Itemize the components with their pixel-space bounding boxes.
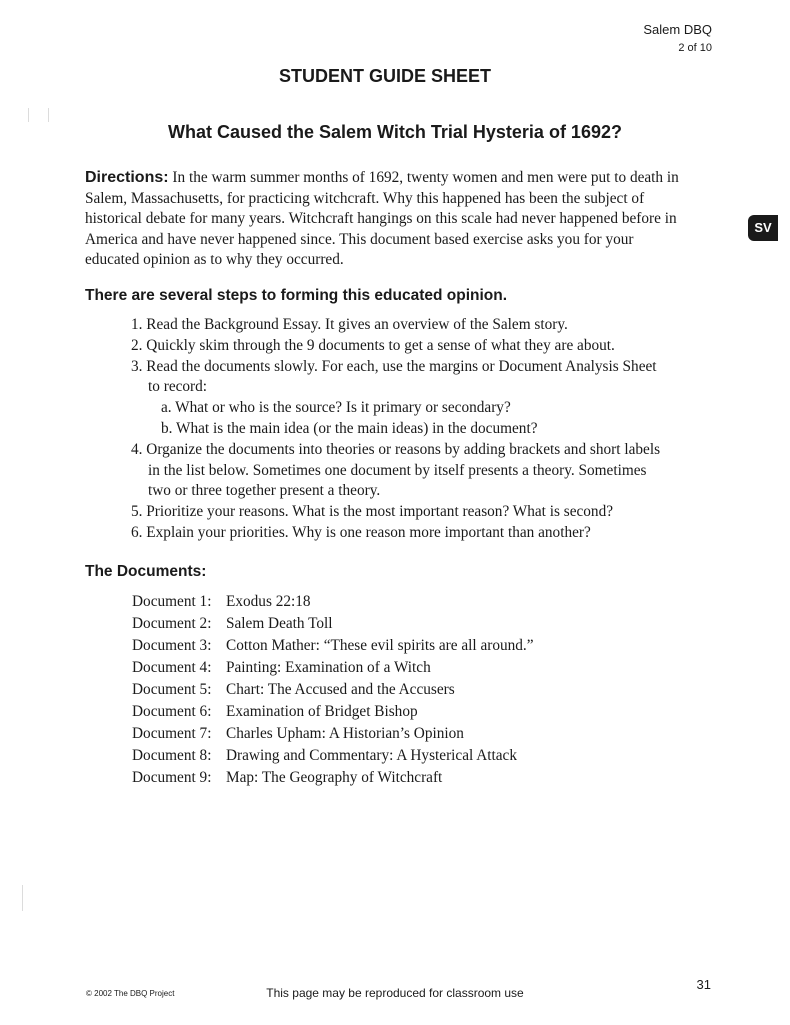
document-label: Document 7: [132,725,212,742]
document-row [132,591,652,613]
documents-list [132,591,652,789]
document-title: Painting: Examination of a Witch [226,659,431,676]
document-label: Document 5: [132,681,212,698]
document-label: Document 4: [132,659,212,676]
document-label: Document 3: [132,637,212,654]
document-label: Document 9: [132,769,212,786]
document-row [132,613,652,635]
section-tab: SV [748,215,778,241]
document-title: Chart: The Accused and the Accusers [226,681,455,698]
list-item: 4. Organize the documents into theories or reasons by adding brackets and short labels in the list below. Sometimes one document by itself presents a theory. Sometimes two or three together present a theory. [131,440,661,500]
document-title: Cotton Mather: “These evil spirits are all around.” [226,637,534,654]
document-label: Document 2: [132,615,212,632]
directions-label: Directions: [85,169,169,186]
question-heading: What Caused the Salem Witch Trial Hysteria of 1692? [168,122,622,142]
list-item: 3. Read the documents slowly. For each, use the margins or Document Analysis Sheet to record: [131,357,657,396]
list-item: 2. Quickly skim through the 9 documents to get a sense of what they are about. [131,336,615,354]
document-title: Examination of Bridget Bishop [226,703,418,720]
documents-heading: The Documents: [85,563,207,580]
list-item: 5. Prioritize your reasons. What is the most important reason? What is second? [131,503,614,521]
scan-mark [22,885,23,911]
document-row [132,701,652,723]
scan-mark [28,108,29,122]
header-series: Salem DBQ [643,22,712,37]
document-row [132,767,652,789]
document-row [132,657,652,679]
list-item: 1. Read the Background Essay. It gives an overview of the Salem story. [131,316,568,333]
document-title: Charles Upham: A Historian’s Opinion [226,725,464,742]
copyright-notice: © 2002 The DBQ Project [86,989,175,998]
document-title: Drawing and Commentary: A Hysterical Attack [226,747,517,764]
directions-text: In the warm summer months of 1692, twenty women and men were put to death in Salem, Massachusetts, for practicing witchcraft. Why this happened has been the subject of historical debate for many years. Witchcraft hangings on this scale had never happened before in America and have never happened since. This document based exercise asks you for your educated opinion as to why they occurred. [85,169,679,268]
directions-paragraph [85,168,685,271]
document-row [132,679,652,701]
document-row [132,745,652,767]
steps-list [131,315,671,544]
document-label: Document 1: [132,593,212,610]
document-row [132,635,652,657]
document-label: Document 6: [132,703,212,720]
list-item-sub: a. What or who is the source? Is it primary or secondary? [161,399,511,417]
document-label: Document 8: [132,747,212,764]
list-item: 6. Explain your priorities. Why is one reason more important than another? [131,523,591,541]
document-row [132,723,652,745]
reproduction-notice: This page may be reproduced for classroom use [266,986,524,1000]
header-page-count: 2 of 10 [678,42,712,54]
steps-heading: There are several steps to forming this educated opinion. [85,287,508,304]
document-title: Salem Death Toll [226,615,333,632]
page-title: STUDENT GUIDE SHEET [278,66,492,86]
page-number: 31 [696,977,711,992]
document-title: Exodus 22:18 [226,593,311,610]
list-item-sub: b. What is the main idea (or the main ideas) in the document? [161,419,538,437]
document-title: Map: The Geography of Witchcraft [226,769,443,786]
scan-mark [48,108,49,122]
